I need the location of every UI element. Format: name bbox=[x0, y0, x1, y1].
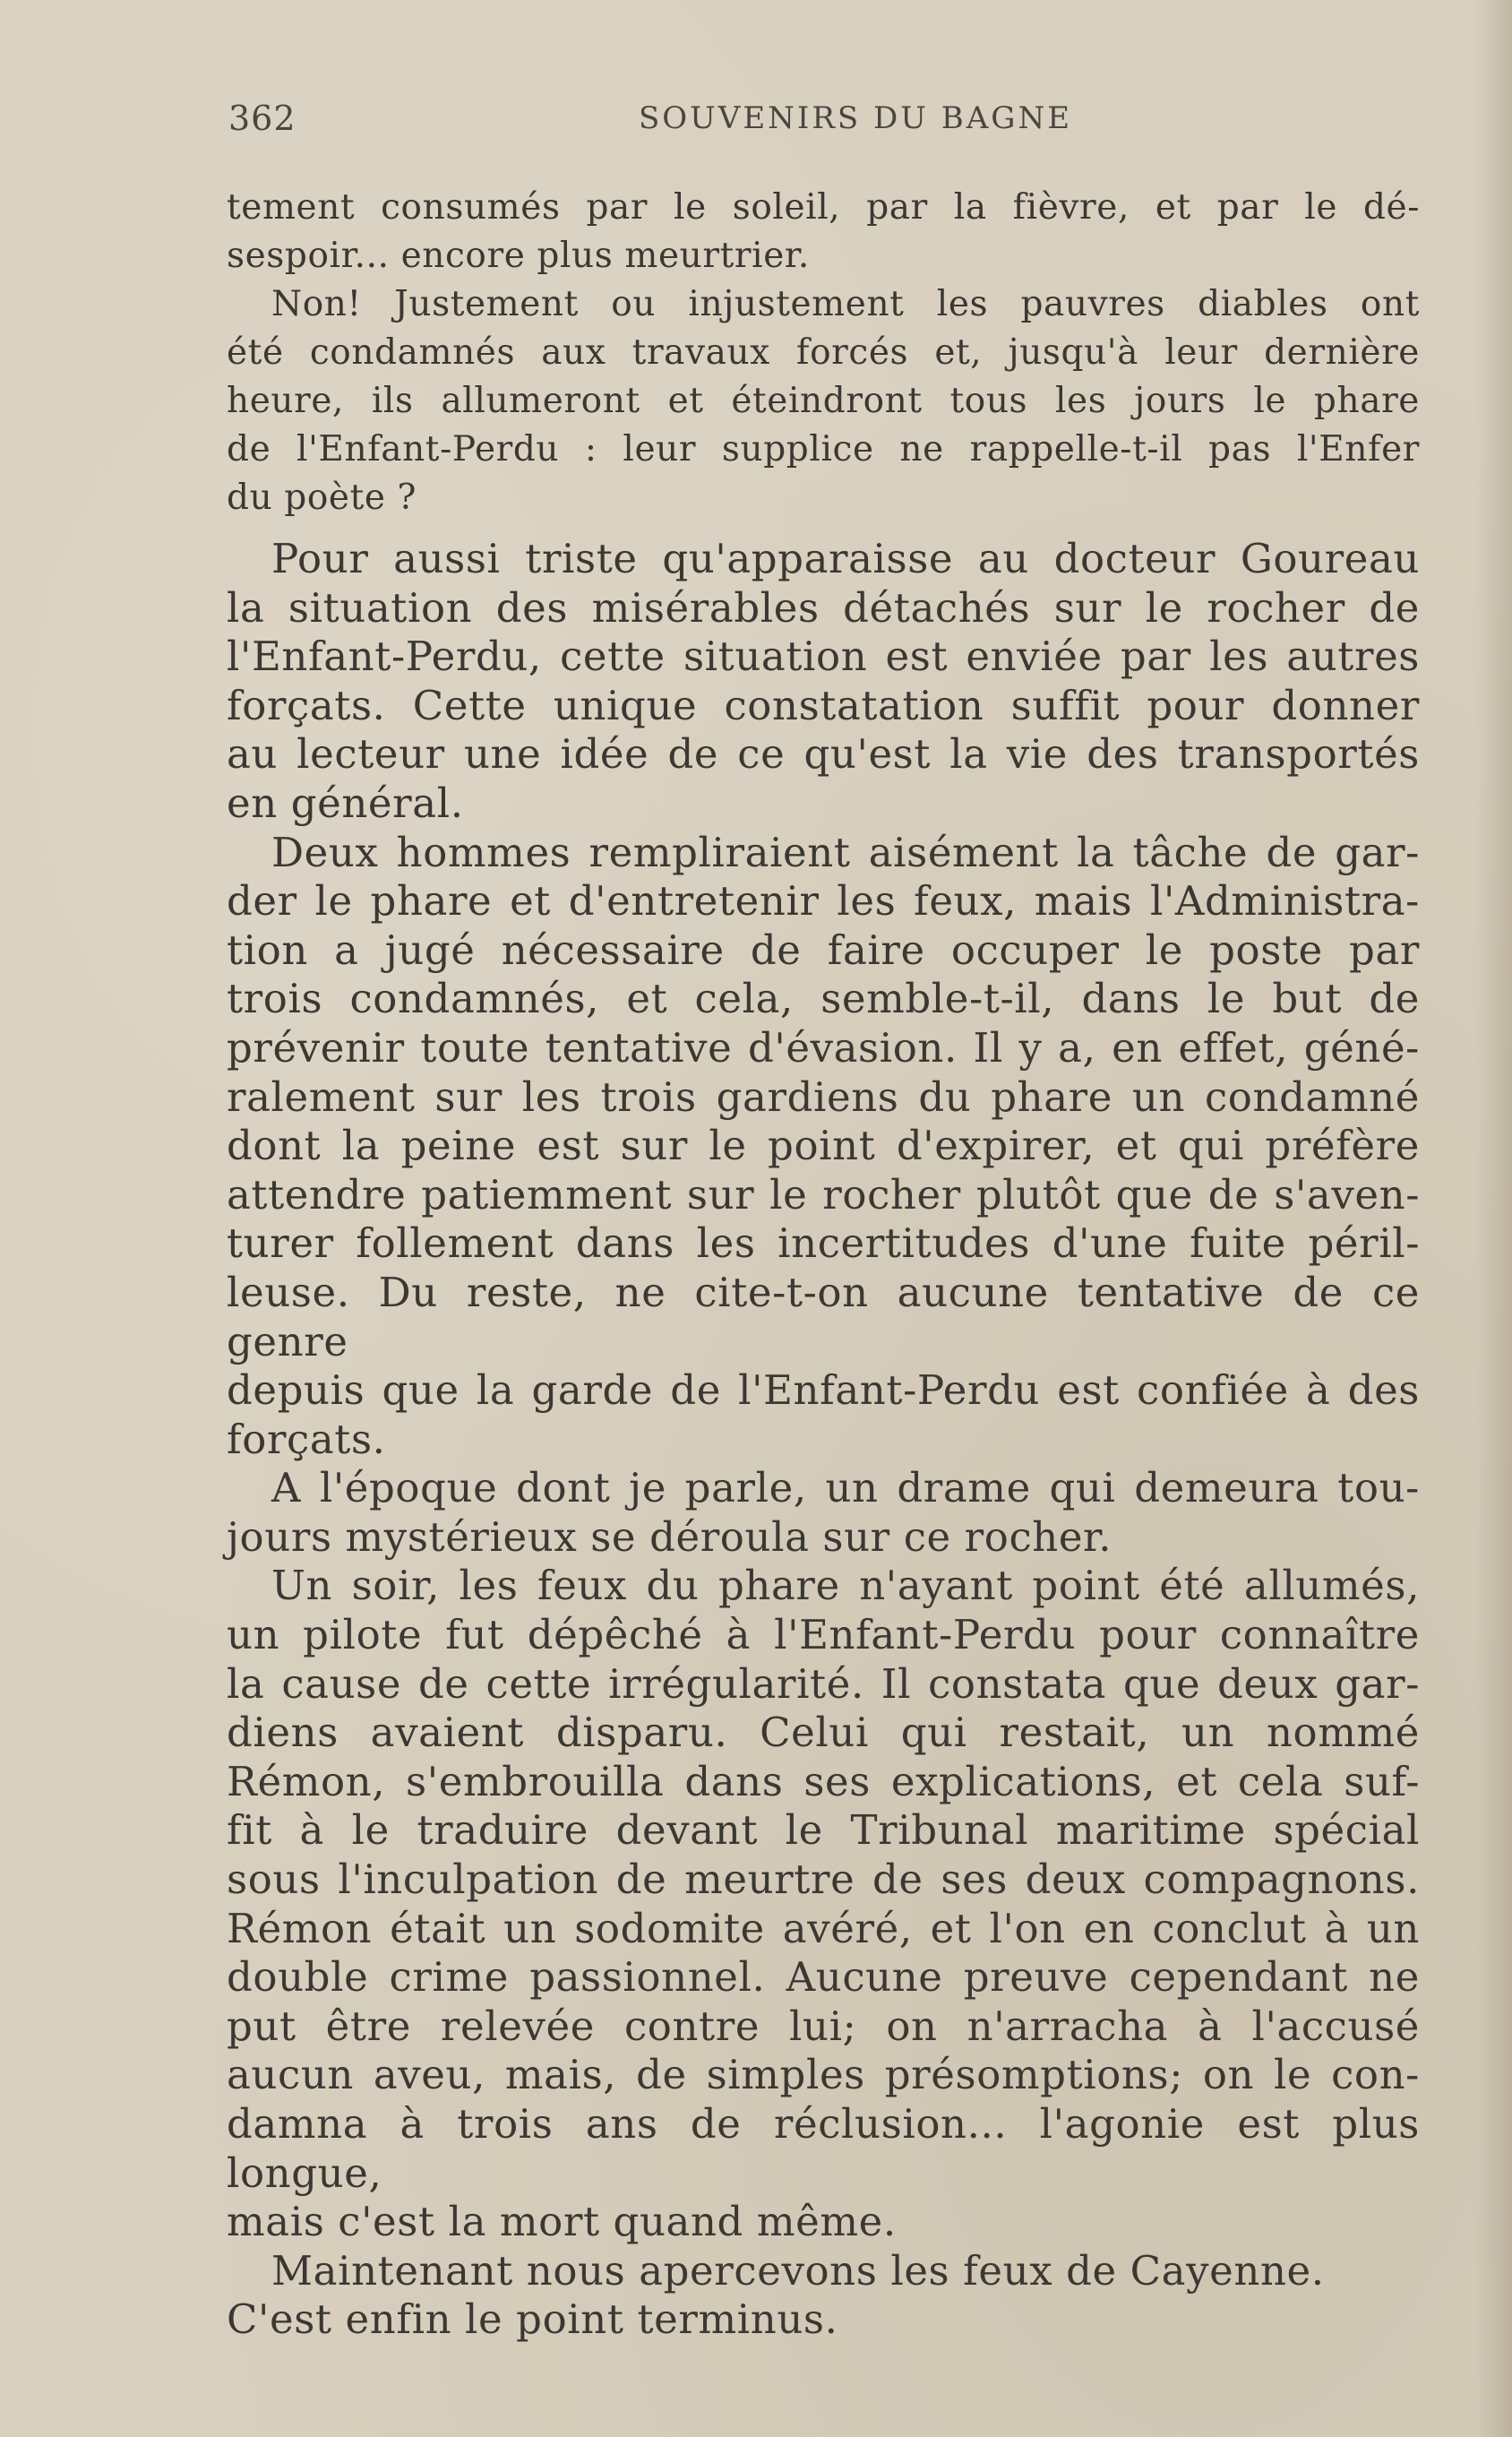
text-line: der le phare et d'entretenir les feux, mais l'Administra- bbox=[227, 877, 1420, 926]
text-line: un pilote fut dépêché à l'Enfant-Perdu pour connaître bbox=[227, 1611, 1420, 1659]
text-line: Rémon était un sodomite avéré, et l'on en conclut à un bbox=[227, 1904, 1420, 1952]
text-line: double crime passionnel. Aucune preuve cependant ne bbox=[227, 1953, 1420, 2002]
text-line: la cause de cette irrégularité. Il constata que deux gar- bbox=[227, 1659, 1420, 1708]
text-line: turer follement dans les incertitudes d'une fuite péril- bbox=[227, 1219, 1420, 1268]
text-line: sous l'inculpation de meurtre de ses deux compagnons. bbox=[227, 1856, 1420, 1904]
text-line: C'est enfin le point terminus. bbox=[227, 2295, 838, 2344]
text-line: ralement sur les trois gardiens du phare un condamné bbox=[227, 1072, 1420, 1121]
text-line: mais c'est la mort quand même. bbox=[227, 2198, 897, 2246]
text-line: fit à le traduire devant le Tribunal maritime spécial bbox=[227, 1806, 1420, 1855]
text-line: été condamnés aux travaux forcés et, jusqu'à leur dernière bbox=[227, 332, 1420, 373]
page-header bbox=[228, 99, 1420, 152]
quoted-passage bbox=[227, 184, 1420, 522]
text-line: la situation des misérables détachés sur le rocher de bbox=[227, 583, 1420, 632]
text-line: trois condamnés, et cela, semble-t-il, dans le but de bbox=[227, 975, 1420, 1023]
text-line: Deux hommes rempliraient aisément la tâche de gar- bbox=[271, 828, 1420, 876]
text-line: Non! Justement ou injustement les pauvres diables ont bbox=[271, 284, 1420, 324]
text-line: aucun aveu, mais, de simples présomptions; on le con- bbox=[227, 2051, 1420, 2099]
text-line: leuse. Du reste, ne cite-t-on aucune tentative de ce genre bbox=[227, 1268, 1420, 1365]
text-line: damna à trois ans de réclusion... l'agonie est plus longue, bbox=[227, 2100, 1420, 2197]
text-line: diens avaient disparu. Celui qui restait, un nommé bbox=[227, 1709, 1420, 1757]
text-line: forçats. Cette unique constatation suffit pour donner bbox=[227, 681, 1420, 729]
text-line: de l'Enfant-Perdu : leur supplice ne rappelle-t-il pas l'Enfer bbox=[227, 429, 1420, 469]
text-line: au lecteur une idée de ce qu'est la vie des transportés bbox=[227, 730, 1420, 779]
text-line: forçats. bbox=[227, 1415, 386, 1463]
text-line: Rémon, s'embrouilla dans ses explications, et cela suf- bbox=[227, 1757, 1420, 1805]
text-line: sespoir... encore plus meurtrier. bbox=[227, 236, 810, 276]
page-number: 362 bbox=[228, 99, 296, 138]
text-line: du poète ? bbox=[227, 478, 417, 518]
text-line: heure, ils allumeront et éteindront tous les jours le phare bbox=[227, 381, 1420, 421]
text-line: put être relevée contre lui; on n'arracha à l'accusé bbox=[227, 2002, 1420, 2050]
page-edge-shadow bbox=[1476, 0, 1512, 2437]
text-line: attendre patiemment sur le rocher plutôt que de s'aven- bbox=[227, 1170, 1420, 1218]
text-line: tion a jugé nécessaire de faire occuper le poste par bbox=[227, 926, 1420, 974]
text-line: prévenir toute tentative d'évasion. Il y a, en effet, géné- bbox=[227, 1023, 1420, 1072]
text-line: en général. bbox=[227, 779, 464, 827]
text-line: Un soir, les feux du phare n'ayant point été allumés, bbox=[271, 1562, 1420, 1610]
text-line: dont la peine est sur le point d'expirer, et qui préfère bbox=[227, 1122, 1420, 1170]
text-line: depuis que la garde de l'Enfant-Perdu est confiée à des bbox=[227, 1366, 1420, 1415]
main-text bbox=[227, 535, 1420, 2345]
running-title: SOUVENIRS DU BAGNE bbox=[638, 100, 1073, 136]
text-line: A l'époque dont je parle, un drame qui demeura tou- bbox=[271, 1464, 1420, 1512]
text-line: jours mystérieux se déroula sur ce rocher. bbox=[227, 1512, 1113, 1561]
text-line: Pour aussi triste qu'apparaisse au docteur Goureau bbox=[271, 535, 1420, 582]
text-line: l'Enfant-Perdu, cette situation est enviée par les autres bbox=[227, 633, 1420, 681]
text-line: tement consumés par le soleil, par la fièvre, et par le dé- bbox=[227, 187, 1420, 228]
text-line: Maintenant nous apercevons les feux de Cayenne. bbox=[271, 2246, 1325, 2295]
